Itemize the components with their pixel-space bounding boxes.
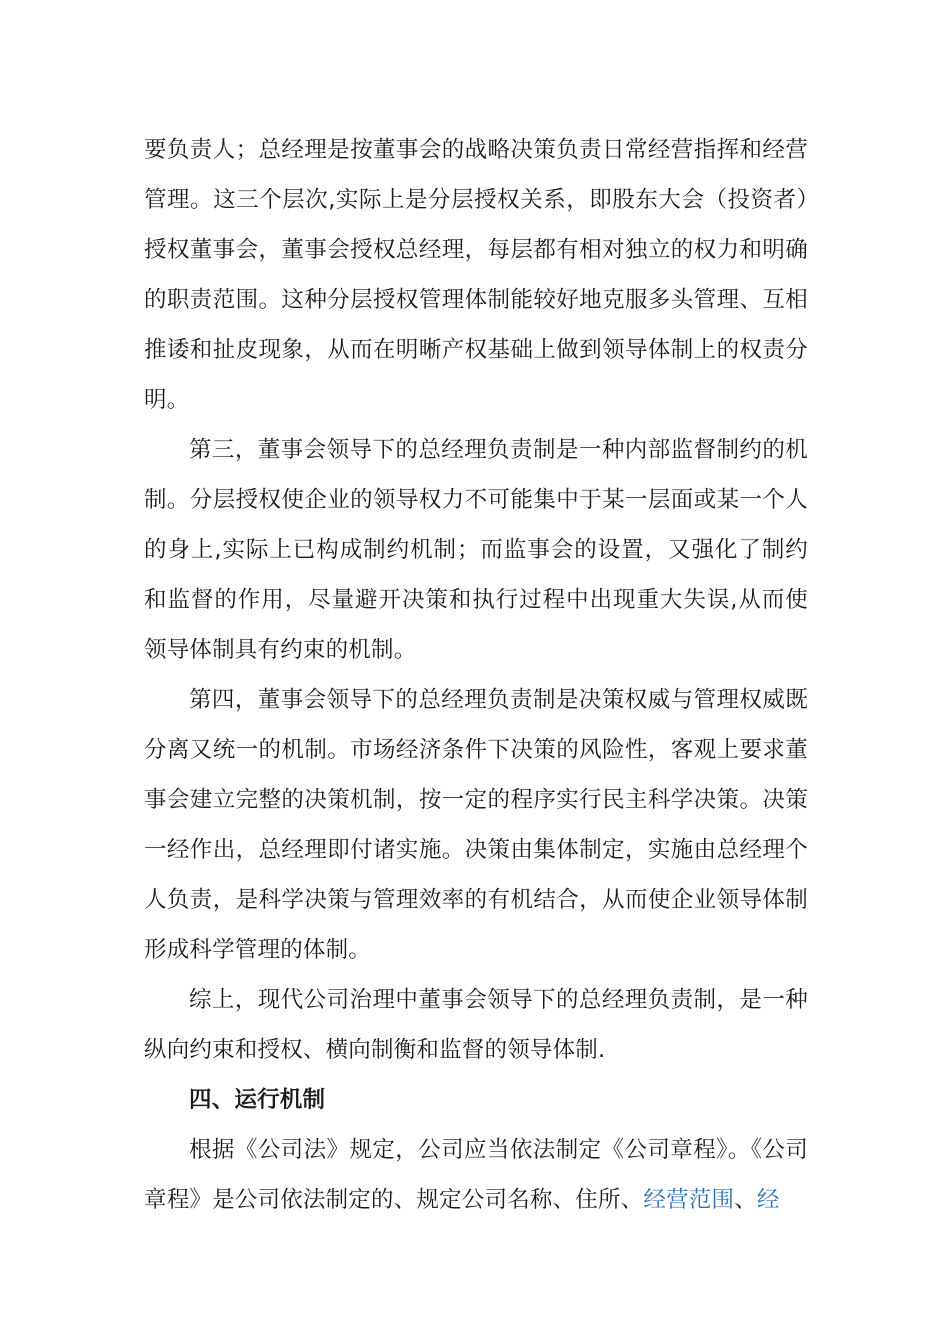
paragraph-4: 综上，现代公司治理中董事会领导下的总经理负责制，是一种纵向约束和授权、横向制衡和监督的领导体制. (144, 987, 808, 1063)
paragraph-5 (144, 1125, 808, 1225)
paragraph-5-text: 根据《公司法》规定，公司应当依法制定《公司章程》。《公司章程》是公司依法制定的、规定公司名称、住所、 (144, 1137, 808, 1213)
separator-text: 、 (734, 1187, 757, 1213)
paragraph-3: 第四，董事会领导下的总经理负责制是决策权威与管理权威既分离又统一的机制。市场经济条件下决策的风险性，客观上要求董事会建立完整的决策机制，按一定的程序实行民主科学决策。决策一经作出，总经理即付诸实施。决策由集体制定，实施由总经理个人负责，是科学决策与管理效率的有机结合，从而使企业领导体制形成科学管理的体制。 (144, 687, 808, 963)
link-continued[interactable]: 经 (756, 1187, 780, 1213)
document-body (144, 125, 808, 1225)
section-heading: 四、运行机制 (189, 1087, 326, 1113)
link-business-scope[interactable]: 经营范围 (643, 1187, 735, 1213)
paragraph-2: 第三，董事会领导下的总经理负责制是一种内部监督制约的机制。分层授权使企业的领导权力不可能集中于某一层面或某一个人的身上,实际上已构成制约机制；而监事会的设置，又强化了制约和监督的作用，尽量避开决策和执行过程中出现重大失误,从而使领导体制具有约束的机制。 (144, 437, 808, 663)
paragraph-1: 要负责人；总经理是按董事会的战略决策负责日常经营指挥和经营管理。这三个层次,实际上是分层授权关系，即股东大会（投资者）授权董事会，董事会授权总经理，每层都有相对独立的权力和明确的职责范围。这种分层授权管理体制能较好地克服多头管理、互相推诿和扯皮现象，从而在明晰产权基础上做到领导体制上的权责分明。 (144, 137, 808, 413)
